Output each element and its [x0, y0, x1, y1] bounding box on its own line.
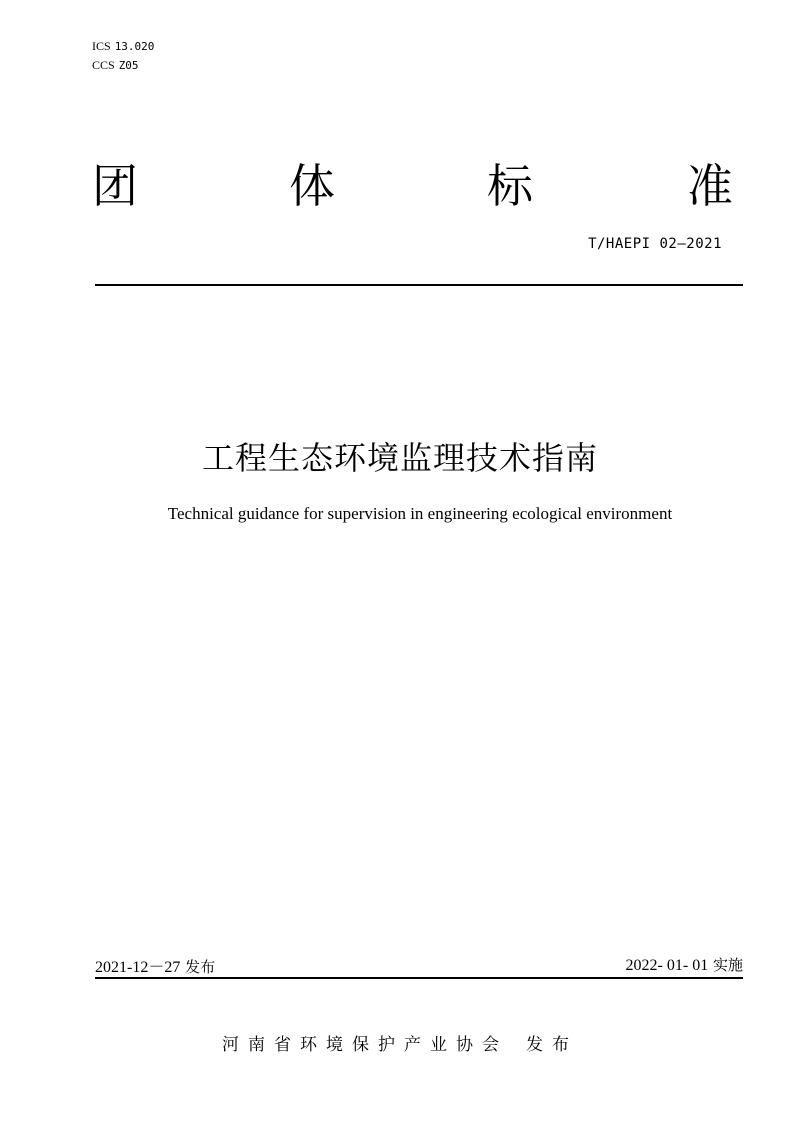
publish-date: 2021-12－27: [95, 959, 181, 976]
document-title-english: Technical guidance for supervision in engineering ecological environment: [167, 504, 673, 523]
classification-codes: [92, 37, 154, 75]
footer-divider: [95, 977, 743, 979]
standard-type-char-1: 团: [92, 159, 138, 213]
publisher-line: [0, 1030, 800, 1055]
effective-date: 2022- 01- 01: [625, 957, 709, 974]
effective-label: 实施: [712, 956, 743, 974]
ccs-row: [92, 56, 154, 75]
publisher-name: 河南省环境保护产业协会: [222, 1035, 508, 1055]
ics-label: ICS: [92, 39, 111, 53]
standard-type-char-3: 标: [487, 159, 533, 213]
publisher-action: 发布: [526, 1035, 578, 1055]
ics-row: [92, 37, 154, 56]
standard-type-heading: [92, 158, 744, 218]
effective-date-block: [626, 954, 743, 975]
standard-type-char-4: 准: [687, 159, 733, 213]
document-title-chinese: 工程生态环境监理技术指南: [201, 439, 598, 477]
ccs-label: CCS: [92, 58, 115, 72]
ics-value: 13.020: [114, 40, 155, 53]
standard-code: T/HAEPI 02—2021: [588, 236, 722, 252]
ccs-value: Z05: [118, 59, 139, 72]
header-divider: [95, 284, 743, 286]
publish-label: 发布: [185, 958, 216, 976]
standard-type-char-2: 体: [289, 159, 335, 213]
publish-date-block: [95, 954, 215, 977]
